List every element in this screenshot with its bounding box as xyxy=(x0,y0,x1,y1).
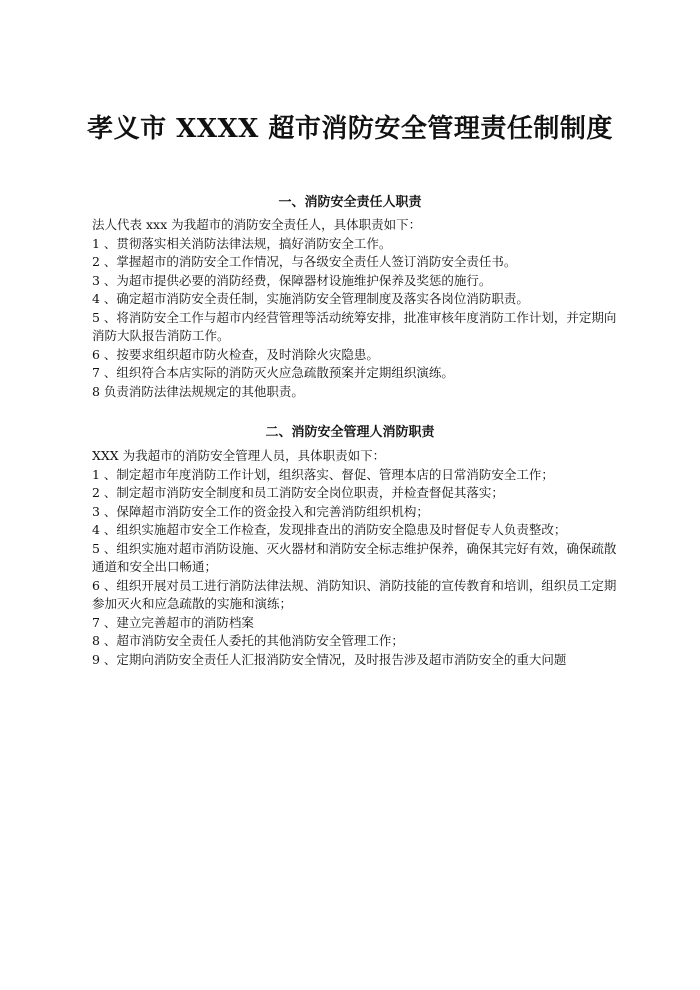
list-item: 6 、组织开展对员工进行消防法律法规、消防知识、消防技能的宣传教育和培训，组织员工定期参加灭火和应急疏散的实施和演练； xyxy=(92,577,617,611)
section-heading-responsible-person: 一、消防安全责任人职责 xyxy=(278,194,422,210)
section-intro: 法人代表 xxx 为我超市的消防安全责任人，具体职责如下： xyxy=(92,217,422,232)
list-item: 8 负责消防法律法规规定的其他职责。 xyxy=(92,383,304,399)
list-item: 2 、掌握超市的消防安全工作情况，与各级安全责任人签订消防安全责任书。 xyxy=(92,254,517,269)
section-heading-safety-manager: 二、消防安全管理人消防职责 xyxy=(265,424,435,440)
list-item: 7 、建立完善超市的消防档案 xyxy=(92,614,254,630)
document-title: 孝义市 XXXX 超市消防安全管理责任制制度 xyxy=(87,114,613,145)
list-item: 5 、将消防安全工作与超市内经营管理等活动统筹安排，批准审核年度消防工作计划，并定期向消防大队报告消防工作。 xyxy=(92,309,617,343)
list-item: 5 、组织实施对超市消防设施、灭火器材和消防安全标志维护保养，确保其完好有效，确保疏散通道和安全出口畅通； xyxy=(92,540,617,574)
list-item: 1 、贯彻落实相关消防法律法规，搞好消防安全工作。 xyxy=(92,235,392,251)
list-item: 4 、确定超市消防安全责任制，实施消防安全管理制度及落实各岗位消防职责。 xyxy=(92,291,529,306)
list-item: 3 、保障超市消防安全工作的资金投入和完善消防组织机构； xyxy=(92,503,429,519)
section-body-responsible-person xyxy=(92,216,622,401)
list-item: 2 、制定超市消防安全制度和员工消防安全岗位职责，并检查督促其落实； xyxy=(92,485,504,500)
list-item: 3 、为超市提供必要的消防经费，保障器材设施维护保养及奖惩的施行。 xyxy=(92,272,492,288)
list-item: 6 、按要求组织超市防火检查，及时消除火灾隐患。 xyxy=(92,346,379,362)
section-intro: XXX 为我超市的消防安全管理人员，具体职责如下： xyxy=(92,448,386,463)
list-item: 8 、超市消防安全责任人委托的其他消防安全管理工作； xyxy=(92,633,404,648)
list-item: 1 、制定超市年度消防工作计划，组织落实、督促、管理本店的日常消防安全工作； xyxy=(92,466,554,482)
list-item: 7 、组织符合本店实际的消防灭火应急疏散预案并定期组织演练。 xyxy=(92,365,454,380)
list-item: 9 、定期向消防安全责任人汇报消防安全情况，及时报告涉及超市消防安全的重大问题 xyxy=(92,651,567,667)
section-body-safety-manager xyxy=(92,447,622,669)
list-item: 4 、组织实施超市安全工作检查，发现排查出的消防安全隐患及时督促专人负责整改； xyxy=(92,522,567,537)
